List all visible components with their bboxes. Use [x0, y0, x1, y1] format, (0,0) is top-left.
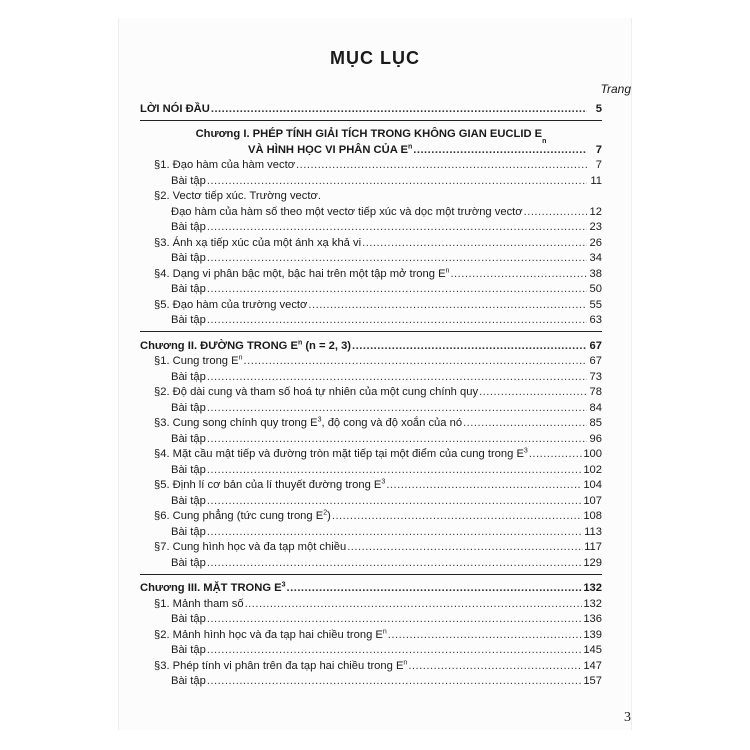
toc-entry-label: §2. Mảnh hình học và đa tạp hai chiều trong $E^n$ — [154, 627, 387, 641]
page-column-label: Trang — [600, 82, 631, 96]
chapter2-section — [140, 338, 602, 575]
toc-entry — [140, 658, 602, 674]
toc-entry — [140, 447, 602, 463]
toc-entry-label: §7. Cung hình học và đa tạp một chiều — [154, 541, 347, 553]
page-title: MỤC LỤC — [330, 48, 420, 68]
toc-entry — [140, 173, 602, 189]
toc-entry — [140, 643, 602, 659]
toc-entry-label: Bài tập — [171, 463, 206, 476]
toc-entry — [140, 204, 602, 220]
toc-entry-page: 7 — [595, 159, 602, 171]
toc-entry — [140, 400, 602, 416]
toc-entry — [140, 251, 602, 267]
toc-entry-label: Bài tập — [171, 494, 206, 507]
toc-entry — [140, 282, 602, 298]
toc-entry-page: 107 — [583, 494, 602, 507]
toc-entry-page: 55 — [589, 298, 602, 311]
toc-entry-page: 136 — [583, 613, 602, 625]
toc-entry-label: §2. Độ dài cung và tham số hoá tự nhiên của một cung chính quy — [154, 386, 479, 398]
toc-entry-page: 23 — [589, 221, 602, 233]
toc-entry-page: 117 — [584, 541, 602, 553]
toc-entry — [140, 189, 602, 205]
chapter3-heading: Chương III. MẶT TRONG $E^3$ ..... 132 — [140, 581, 602, 597]
chapter3-entries — [140, 596, 602, 689]
toc-entry-label: §1. Đạo hàm của hàm vectơ — [154, 159, 296, 171]
toc-entry-page: 78 — [589, 386, 602, 398]
toc-entry-label: Đạo hàm của hàm số theo một vectơ tiếp xúc và dọc một trường vectơ — [171, 205, 523, 218]
toc-entry-label: §3. Phép tính vi phân trên đa tạp hai chiều trong $E^n$ — [154, 658, 408, 672]
toc-entry — [140, 462, 602, 478]
toc-entry-page: 132 — [583, 597, 602, 610]
toc-entry-label: Bài tập — [171, 432, 206, 445]
intro-section — [140, 101, 602, 121]
toc-entry-page: 5 — [595, 102, 602, 115]
toc-entry-page: 108 — [583, 510, 602, 522]
toc-entry — [140, 354, 602, 370]
toc-entry-label: Bài tập — [171, 252, 206, 264]
toc-entry-label: Bài tập — [171, 401, 206, 414]
toc-entry-label: §1. Mảnh tham số — [154, 597, 244, 610]
toc-entry — [140, 478, 602, 494]
toc-entry — [140, 369, 602, 385]
chapter2-heading: Chương II. ĐƯỜNG TRONG $E^n$ (n = 2, 3) ..... 67 — [140, 338, 602, 354]
toc-entry — [140, 612, 602, 628]
toc-entry-label: §5. Định lí cơ bản của lí thuyết đường trong $E^3$ — [154, 478, 386, 491]
toc-entry-label: §4. Mặt cầu mật tiếp và đường tròn mặt tiếp tại một điểm của cung trong $E^3$ — [154, 447, 528, 460]
chapter1-section — [140, 127, 602, 333]
toc-entry-page: 139 — [583, 628, 602, 641]
toc-entry — [140, 524, 602, 540]
toc-entry-label: §4. Dạng vi phân bậc một, bậc hai trên một tập mở trong $E^n$ — [154, 266, 450, 280]
toc-entry — [140, 158, 602, 174]
toc-entry-page: 129 — [583, 556, 602, 569]
chapter1-heading-line1: Chương I. PHÉP TÍNH GIẢI TÍCH TRONG KHÔNG GIAN EUCLID E n — [195, 128, 547, 145]
toc-entry — [140, 385, 602, 401]
chapter1-entries — [140, 158, 602, 329]
toc-entry-page: 145 — [583, 644, 602, 656]
toc-entry-page: 11 — [590, 174, 602, 187]
toc-entry — [140, 596, 602, 612]
toc-entry-label: Bài tập — [171, 314, 206, 326]
toc-entry-label: §2. Vectơ tiếp xúc. Trường vectơ. — [154, 190, 321, 202]
toc-entry — [140, 297, 602, 313]
toc-entry-label: Bài tập — [171, 613, 206, 625]
toc-entry — [140, 313, 602, 329]
toc-entry-label: Bài tập — [171, 174, 206, 187]
toc-entry-page: 38 — [589, 267, 602, 280]
toc-entry — [140, 509, 602, 525]
toc-entry-label: Bài tập — [171, 525, 206, 538]
toc-entry — [140, 674, 602, 690]
toc-entry-page: 96 — [589, 432, 602, 445]
chapter1-heading-line2: VÀ HÌNH HỌC VI PHÂN CỦA $E^n$ ..... 7 — [140, 142, 602, 158]
toc-entry — [140, 431, 602, 447]
toc-entry-page: 67 — [589, 355, 602, 367]
toc-entry-label: Bài tập — [171, 283, 206, 295]
book-page — [118, 18, 632, 730]
toc-entry-label: Bài tập — [171, 370, 206, 383]
toc-entry-label: §3. Cung song chính quy trong $E^3$, độ cong và độ xoắn của nó — [154, 416, 463, 429]
toc-entry-page: 85 — [589, 417, 602, 429]
toc-entry-page: 147 — [583, 659, 602, 672]
toc-entry-label: §3. Ánh xạ tiếp xúc của một ánh xạ khả vi — [154, 236, 362, 249]
toc-entry-page: 26 — [589, 236, 602, 249]
toc-entry-page: 113 — [584, 525, 602, 538]
toc-entry — [140, 220, 602, 236]
toc-entry — [140, 235, 602, 251]
toc-entry — [140, 266, 602, 282]
toc-entry-page: 157 — [583, 675, 602, 687]
toc-entry-label: §1. Cung trong $E^n$ — [154, 354, 243, 367]
toc-entry — [140, 416, 602, 432]
toc-entry-page: 50 — [589, 283, 602, 295]
toc-entry — [140, 493, 602, 509]
toc-entry-label: §5. Đạo hàm của trường vectơ — [154, 298, 308, 311]
toc-entry-intro — [140, 101, 602, 117]
page-number: 3 — [624, 710, 631, 725]
toc-entry — [140, 540, 602, 556]
toc-entry-label: Bài tập — [171, 221, 206, 233]
toc-entry-label: Bài tập — [171, 644, 206, 656]
toc-entry-label: Bài tập — [171, 556, 206, 569]
toc-entry-page: 104 — [583, 479, 602, 491]
toc-entry-label: §6. Cung phẳng (tức cung trong $E^2$) — [154, 509, 331, 522]
toc-entry — [140, 627, 602, 643]
chapter2-entries — [140, 354, 602, 571]
toc-entry-label: LỜI NÓI ĐẦU — [140, 102, 210, 115]
toc-entry-label: Bài tập — [171, 675, 206, 687]
toc-entry-page: 12 — [589, 205, 602, 218]
toc-entry-page: 73 — [589, 370, 602, 383]
toc-entry-page: 84 — [589, 401, 602, 414]
toc-entry-page: 100 — [583, 448, 602, 460]
table-of-contents — [140, 101, 602, 692]
toc-entry-page: 102 — [583, 463, 602, 476]
toc-entry — [140, 555, 602, 571]
chapter3-section — [140, 581, 602, 693]
toc-entry-page: 63 — [589, 314, 602, 326]
toc-entry-page: 34 — [589, 252, 602, 264]
